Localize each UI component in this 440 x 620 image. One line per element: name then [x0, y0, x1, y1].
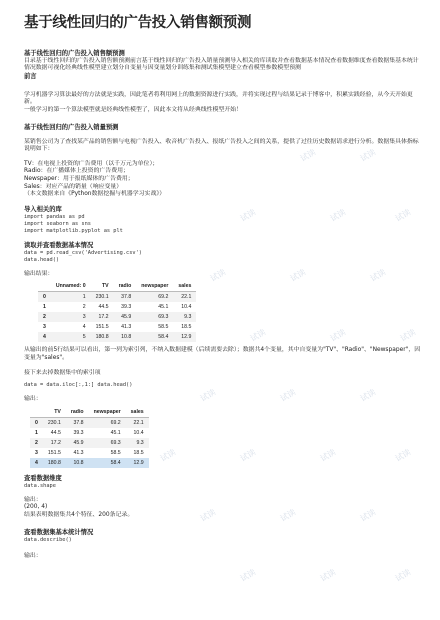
code-line: import matplotlib.pyplot as plt [24, 227, 123, 234]
table-cell: 39.3 [73, 429, 84, 436]
variable-tv: TV：在电视上投资的广告费用（以千万元为单位）； [24, 160, 159, 167]
watermark-text: 试读 [248, 327, 268, 344]
watermark-text: 试读 [238, 207, 258, 224]
table-cell: 45.1 [110, 429, 121, 436]
table-cell: 58.5 [110, 449, 121, 456]
table-cell: 45.9 [114, 312, 137, 322]
table-cell: 41.3 [121, 324, 132, 331]
table-cell: 3 [51, 312, 91, 322]
table-cell: 17.2 [91, 312, 114, 322]
table-cell: 9.3 [173, 312, 196, 322]
watermark-text: 试读 [358, 507, 378, 524]
table-cell: 10.8 [114, 332, 137, 342]
column-header: newspaper [89, 407, 126, 418]
table-cell: 9.3 [126, 438, 149, 448]
row-index: 1 [43, 304, 46, 311]
table-cell: 180.8 [43, 458, 66, 468]
table-cell: 69.2 [136, 292, 173, 303]
column-header: sales [173, 281, 196, 292]
table-cell: 5 [51, 332, 91, 342]
page-title: 基于线性回归的广告投入销售额预测 [24, 15, 252, 31]
output-label: 输出： [24, 496, 42, 503]
table-cell: 230.1 [43, 417, 66, 428]
table-cell: 17.2 [43, 438, 66, 448]
column-header: newspaper [136, 281, 173, 292]
data-source-note: （本文数据来自《Python数据挖掘与机器学习实战》） [24, 191, 166, 198]
table-cell: 4 [82, 324, 86, 331]
dataframe-dropped-table [30, 407, 149, 468]
imports-heading: 导入相关的库 [24, 205, 62, 213]
variable-newspaper: Newspaper：用于报纸媒体的广告费用； [24, 175, 134, 182]
table-row [38, 332, 196, 342]
watermark-text: 试读 [158, 447, 178, 464]
column-header: TV [91, 281, 114, 292]
stats-heading: 查看数据集基本统计情况 [24, 528, 94, 536]
column-header: sales [126, 407, 149, 418]
toc-heading: 基于线性回归的广告投入销售额预测 [24, 50, 125, 57]
row-index: 0 [30, 417, 43, 428]
watermark-text: 试读 [288, 267, 308, 284]
table-cell: 12.9 [126, 458, 149, 468]
table-cell: 69.3 [89, 438, 126, 448]
column-header [30, 407, 43, 418]
read-heading: 读取并查看数据基本情况 [24, 241, 94, 249]
column-header: radio [66, 407, 89, 418]
row-index: 3 [35, 449, 38, 456]
watermark-text: 试读 [393, 207, 413, 224]
table-header-row [38, 281, 196, 292]
table-explanation: 从输出的前5行结果可以看出，第一列为索引列，不纳入数据建模（后续需要去除）；数据共4个变量，其中自变量为"TV"、"Radio"、"Newspaper"，因变量为"sales"。 [24, 347, 421, 361]
shape-output: (200, 4) [24, 504, 48, 511]
code-line: data.describe() [24, 536, 72, 543]
row-index: 2 [38, 312, 51, 322]
intro-paragraph-2: 一般学习的第一个算法模型就是经典线性模型了，因此本文将从经典线性模型开始！ [24, 107, 242, 113]
output-label: 输出： [24, 552, 42, 559]
row-index: 0 [38, 292, 51, 303]
code-line: import seaborn as sns [24, 220, 91, 227]
table-cell: 44.5 [50, 429, 61, 436]
dims-conclusion: 结果表明数据集共4个特征、200条记录。 [24, 511, 134, 518]
table-cell: 180.8 [91, 332, 114, 342]
dataframe-head-table [38, 281, 196, 342]
output-label: 输出： [24, 396, 42, 403]
drop-index-text: 接下来去掉数据集中的索引项 [24, 369, 101, 376]
code-line: data = pd.read_csv('Advertising.csv') [24, 249, 142, 256]
table-cell: 37.8 [114, 292, 137, 303]
table-cell: 39.3 [121, 304, 132, 311]
table-cell: 58.4 [89, 458, 126, 468]
watermark-text: 试读 [238, 567, 258, 584]
toc-body: 目录基于线性回归的广告投入销售额预测前言基于线性回归的广告投入销量预测导入相关的库读取并查看数据基本情况查看数据维度查看数据集基本统计情况数据可视化经典线性模型建立划分自变量与因变量划分训练集和测试集模型建立查看模型参数模型预测 [24, 58, 419, 72]
column-header: Unnamed: 0 [51, 281, 91, 292]
table-cell: 22.1 [173, 292, 196, 303]
table-cell: 230.1 [91, 292, 114, 303]
table-row-highlighted [30, 458, 149, 468]
watermark-text: 试读 [398, 327, 418, 344]
table-row [30, 428, 149, 438]
code-line: data = data.iloc[:,1:] data.head() [24, 382, 133, 389]
table-cell: 45.1 [158, 304, 169, 311]
table-row [30, 438, 149, 448]
table-cell: 10.4 [181, 304, 192, 311]
document-page [24, 14, 422, 560]
table-row [38, 322, 196, 332]
table-row [30, 448, 149, 458]
watermark-text: 试读 [198, 507, 218, 524]
section-paragraph: 某销售公司为了查找某产品的销售额与电视广告投入、收音机广告投入、报纸广告投入之间的关系，提供了过往历史数据请求进行分析。数据集具体指标说明如下： [24, 138, 419, 153]
table-cell: 18.5 [133, 449, 144, 456]
table-cell: 22.1 [126, 417, 149, 428]
watermark-text: 试读 [318, 567, 338, 584]
row-index: 2 [30, 438, 43, 448]
watermark-text: 试读 [393, 447, 413, 464]
column-header: radio [114, 281, 137, 292]
row-index: 3 [43, 324, 46, 331]
table-cell: 44.5 [98, 304, 109, 311]
table-cell: 10.4 [133, 429, 144, 436]
watermark-text: 试读 [328, 207, 348, 224]
column-header [38, 281, 51, 292]
row-index: 1 [35, 429, 38, 436]
variable-sales: Sales：对应产品的销量（响应变量） [24, 183, 123, 190]
dims-heading: 查看数据维度 [24, 474, 62, 482]
watermark-text: 试读 [358, 387, 378, 404]
table-cell: 2 [82, 304, 86, 311]
table-row [38, 302, 196, 312]
table-row [38, 292, 196, 303]
table-cell: 69.2 [89, 417, 126, 428]
table-cell: 10.8 [66, 458, 89, 468]
watermark-text: 试读 [278, 387, 298, 404]
row-index: 4 [38, 332, 51, 342]
table-cell: 69.3 [136, 312, 173, 322]
table-cell: 58.5 [158, 324, 169, 331]
table-cell: 58.4 [136, 332, 173, 342]
watermark-text: 试读 [208, 267, 228, 284]
table-cell: 151.5 [47, 449, 61, 456]
table-cell: 151.5 [95, 324, 109, 331]
table-cell: 18.5 [181, 324, 192, 331]
section-heading: 基于线性回归的广告投入销量预测 [24, 123, 119, 131]
variable-radio: Radio：在广播媒体上投资的广告费用； [24, 168, 129, 175]
code-line: data.head() [24, 256, 60, 263]
watermark-text: 试读 [368, 267, 388, 284]
watermark-text: 试读 [298, 147, 318, 164]
watermark-text: 试读 [238, 447, 258, 464]
table-row [30, 417, 149, 428]
table-cell: 1 [51, 292, 91, 303]
watermark-text: 试读 [358, 147, 378, 164]
table-header-row [30, 407, 149, 418]
column-header: TV [43, 407, 66, 418]
table-cell: 41.3 [73, 449, 84, 456]
watermark-text: 试读 [328, 327, 348, 344]
output-label: 输出结果： [24, 270, 54, 277]
table-row [38, 312, 196, 322]
row-index: 4 [30, 458, 43, 468]
watermark-text: 试读 [393, 567, 413, 584]
watermark-text: 试读 [318, 447, 338, 464]
table-cell: 12.9 [173, 332, 196, 342]
preface-heading: 前言 [24, 72, 37, 80]
intro-paragraph-1: 学习机器学习算法最好的方法就是实践，因此笔者将利用网上的数据资源进行实践，并将实现过程与结果记录于博客中，积累实践经验，从今天开始更新。 [24, 91, 413, 106]
table-cell: 45.9 [66, 438, 89, 448]
table-cell: 37.8 [66, 417, 89, 428]
watermark-text: 试读 [198, 387, 218, 404]
code-line: import pandas as pd [24, 213, 85, 220]
watermark-text: 试读 [278, 507, 298, 524]
code-line: data.shape [24, 482, 56, 489]
